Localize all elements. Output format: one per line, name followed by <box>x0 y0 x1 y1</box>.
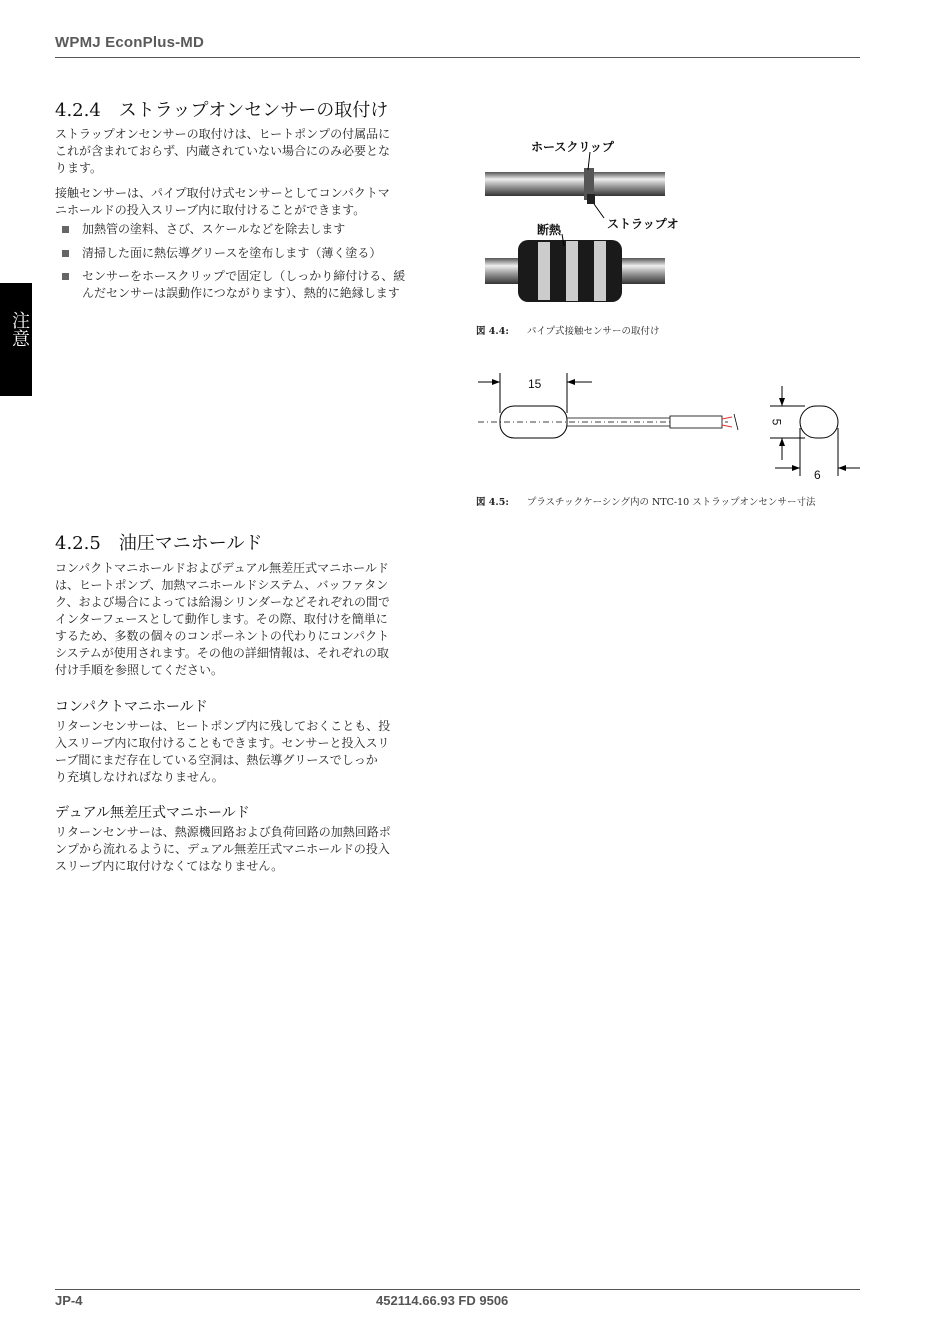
label-strap-on: ストラップオ <box>607 217 679 231</box>
subheading-compact-manifold: コンパクトマニホールド <box>55 699 208 715</box>
caption-text: プラスチックケーシング内の NTC-10 ストラップオンセンサー寸法 <box>526 497 816 508</box>
caption-number: 図 4.4: <box>476 326 509 337</box>
text-line: 付け手順を参照してください。 <box>55 663 224 677</box>
caption-number: 図 4.5: <box>476 497 509 508</box>
text-line: するため、多数の個々のコンポーネントの代わりにコンパクト <box>55 629 390 643</box>
pipe-upper <box>485 172 665 196</box>
bullet-text: 清掃した面に熱伝導グリースを塗布します（薄く塗る） <box>82 246 382 260</box>
sec425-paragraph-1 <box>55 560 440 679</box>
sub1-paragraph <box>55 718 440 786</box>
bullet-square-icon <box>62 226 69 233</box>
figure-4-4-caption <box>476 323 660 337</box>
caption-text: パイプ式接触センサーの取付け <box>526 326 660 337</box>
sec424-paragraph-1 <box>55 126 440 177</box>
bullet-item <box>62 221 442 238</box>
bullet-item <box>62 245 442 262</box>
bullet-text: んだセンサーは誤動作につながります）、熱的に絶縁します <box>82 286 400 300</box>
figure-4-5-caption <box>476 494 815 508</box>
footer-rule <box>55 1289 860 1290</box>
text-line: は、ヒートポンプ、加熱マニホールドシステム、バッファタン <box>55 578 389 592</box>
text-line: ニホールドの投入スリーブ内に取付けることができます。 <box>55 203 366 217</box>
bullet-text: 加熱管の塗料、さび、スケールなどを除去します <box>82 222 346 236</box>
label-insulation: 断熱 <box>537 223 562 237</box>
dimension-height: 5 <box>769 418 784 426</box>
sensor-cross-section <box>800 406 838 438</box>
bullet-square-icon <box>62 250 69 257</box>
section-heading-4-2-5: 4.2.5 油圧マニホールド <box>55 533 263 554</box>
side-tab <box>0 283 32 396</box>
text-line: リターンセンサーは、熱源機回路および負荷回路の加熱回路ポ <box>55 825 391 839</box>
page-number: JP-4 <box>55 1293 83 1308</box>
text-line: システムが使用されます。その他の詳細情報は、それぞれの取 <box>55 646 389 660</box>
label-hose-clip: ホースクリップ <box>531 140 614 154</box>
sub2-paragraph <box>55 824 440 875</box>
dimension-width: 6 <box>814 468 821 482</box>
section-heading-4-2-4: 4.2.4 ストラップオンセンサーの取付け <box>55 100 389 121</box>
text-line: スリーブ内に取付けなくてはなりません。 <box>55 859 284 873</box>
text-line: ーブ間にまだ存在している空洞は、熱伝導グリースでしっか <box>55 753 378 767</box>
header-rule <box>55 57 860 58</box>
text-line: ストラップオンセンサーの取付けは、ヒートポンプの付属品に <box>55 127 391 141</box>
bullet-item <box>62 268 442 302</box>
dimension-length: 15 <box>528 377 542 391</box>
document-number: 452114.66.93 FD 9506 <box>376 1293 509 1308</box>
text-line: インターフェースとして動作します。その際、取付けを簡単に <box>55 612 388 626</box>
text-line: ります。 <box>55 161 103 175</box>
leader-line <box>594 204 604 218</box>
subheading-dual-manifold: デュアル無差圧式マニホールド <box>55 805 250 821</box>
text-line: り充填しなければなりません。 <box>55 770 224 784</box>
text-line: コンパクトマニホールドおよびデュアル無差圧式マニホールド <box>55 561 389 575</box>
sec424-paragraph-2 <box>55 185 440 219</box>
cable-sleeve <box>670 416 722 428</box>
text-line: リターンセンサーは、ヒートポンプ内に残しておくことも、投 <box>55 719 391 733</box>
text-line: これが含まれておらず、内蔵されていない場合にのみ必要とな <box>55 144 391 158</box>
text-line: ク、および場合によっては給湯シリンダーなどそれぞれの間で <box>55 595 391 609</box>
text-line: ンプから流れるように、デュアル無差圧式マニホールドの投入 <box>55 842 390 856</box>
text-line: 入スリーブ内に取付けることもできます。センサーと投入スリ <box>55 736 390 750</box>
bullet-text: センサーをホースクリップで固定し（しっかり締付ける、緩 <box>82 269 406 283</box>
text-line: 接触センサーは、パイプ取付け式センサーとしてコンパクトマ <box>55 186 390 200</box>
document-title: WPMJ EconPlus-MD <box>55 34 205 51</box>
side-tab-label: 注意 <box>9 311 30 347</box>
bullet-square-icon <box>62 273 69 280</box>
